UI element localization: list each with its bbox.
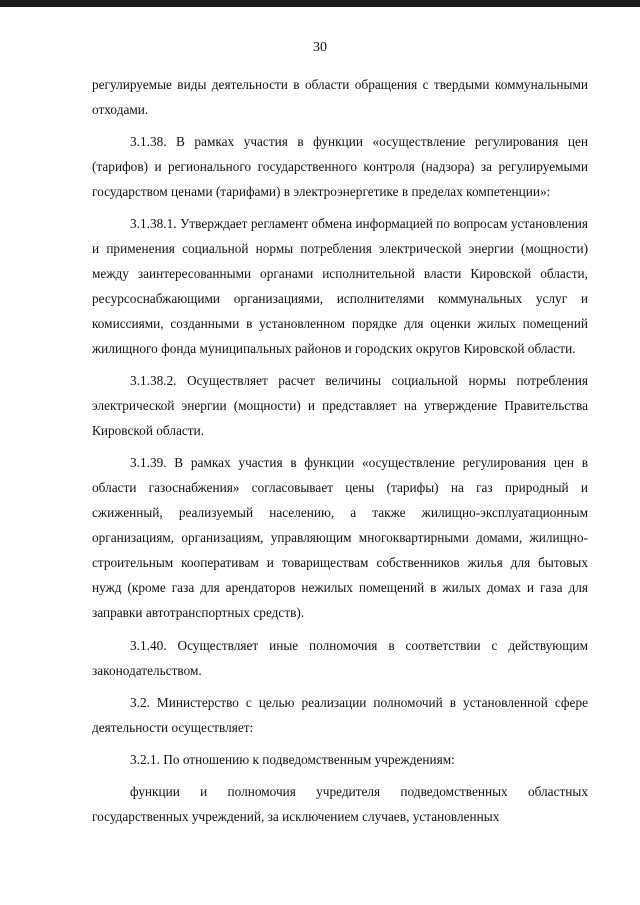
page-number: 30 [313, 40, 327, 55]
paragraph-3-1-38-2: 3.1.38.2. Осуществляет расчет величины социальной нормы потребления электрической энергии (мощности) и представляет на утверждение Правительства Кировской области. [92, 373, 588, 438]
document-body [92, 72, 588, 829]
paragraph-founder-functions: функции и полномочия учредителя подведомственных областных государственных учреждений, за исключением случаев, установленных [92, 784, 588, 824]
paragraph-3-1-38: 3.1.38. В рамках участия в функции «осуществление регулирования цен (тарифов) и регионального государственного контроля (надзора) за регулируемыми государством ценами (тарифами) в электроэнергетике в пределах компетенции»: [92, 134, 588, 199]
paragraph-3-1-39: 3.1.39. В рамках участия в функции «осуществление регулирования цен в области газоснабжения» согласовывает цены (тарифы) на газ природный и сжиженный, реализуемый населению, а также жилищно-эксплуатационным организациям, организациям, управляющим многоквартирными домами, жилищно-строительным кооперативам и товариществам собственников жилья для бытовых нужд (кроме газа для арендаторов нежилых помещений в жилых домах и газа для заправки автотранспортных средств). [92, 455, 588, 620]
paragraph-3-2: 3.2. Министерство с целью реализации полномочий в установленной сфере деятельности осуществляет: [92, 695, 588, 735]
paragraph-3-1-40: 3.1.40. Осуществляет иные полномочия в соответствии с действующим законодательством. [92, 638, 588, 678]
paragraph-3-2-1: 3.2.1. По отношению к подведомственным учреждениям: [130, 752, 455, 767]
top-border-rule [0, 0, 640, 7]
paragraph-continuation: регулируемые виды деятельности в области обращения с твердыми коммунальными отходами. [92, 77, 588, 117]
paragraph-3-1-38-1: 3.1.38.1. Утверждает регламент обмена информацией по вопросам установления и применения социальной нормы потребления электрической энергии (мощности) между заинтересованными органами исполнительной власти Кировской области, ресурсоснабжающими организациями, исполнителями коммунальных услуг и комиссиями, созданными в установленном порядке для оценки жилых помещений жилищного фонда муниципальных районов и городских округов Кировской области. [92, 216, 588, 356]
